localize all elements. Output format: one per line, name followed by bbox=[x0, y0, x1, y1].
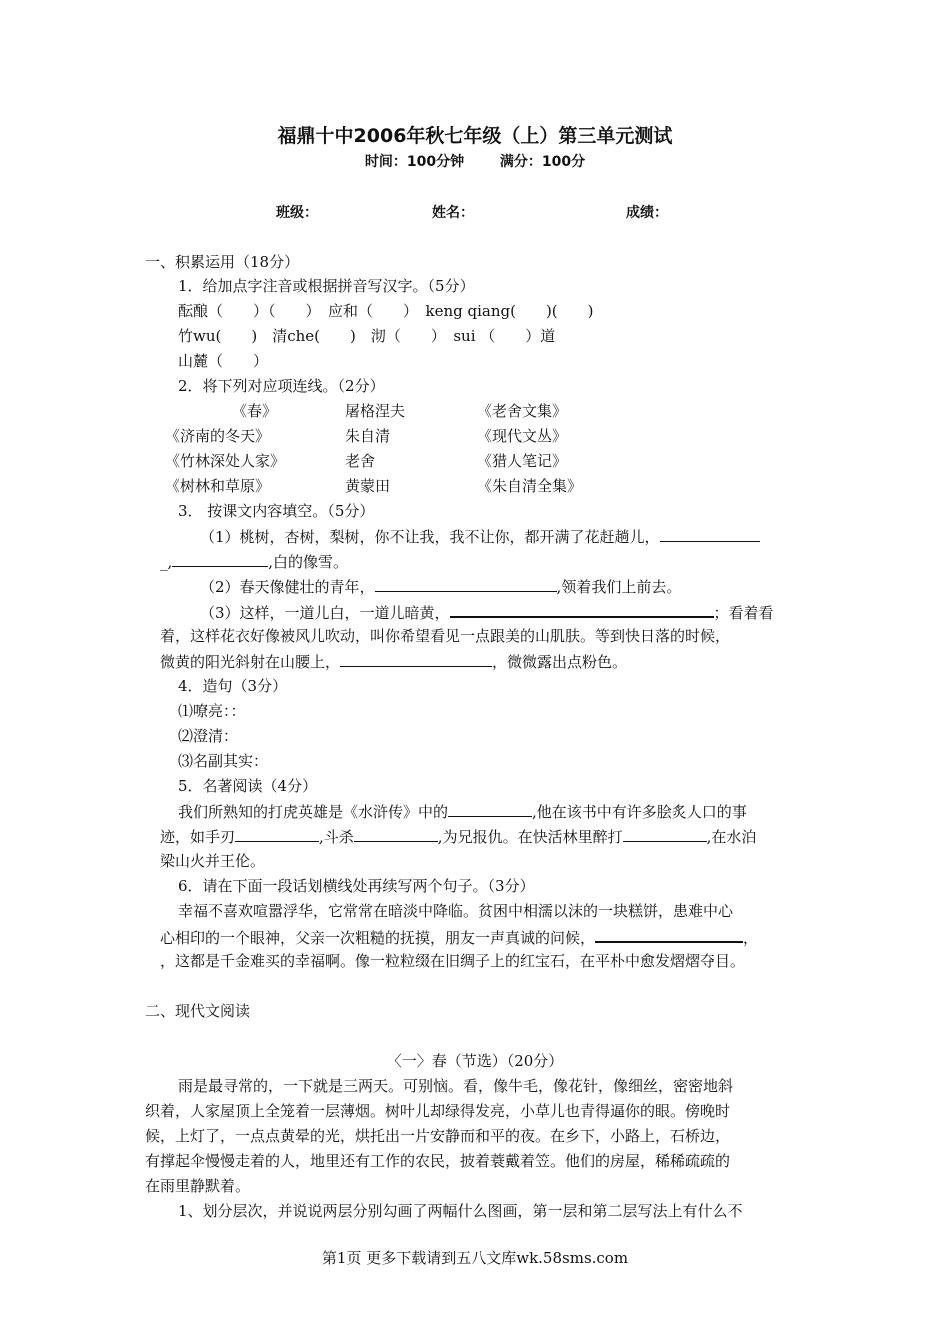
reading-paragraph-line: 有撑起伞慢慢走着的人，地里还有工作的农民，披着蓑戴着笠。他们的房屋，稀稀疏疏的 bbox=[145, 1152, 731, 1170]
answer-blank[interactable] bbox=[448, 801, 532, 817]
reading-paragraph-line: 候，上灯了，一点点黄晕的光，烘托出一片安静而和平的夜。在乡下，小路上，石桥边， bbox=[145, 1127, 731, 1145]
answer-blank[interactable] bbox=[623, 826, 707, 842]
q4-item: ⑶名副其实： bbox=[178, 752, 269, 770]
answer-blank[interactable] bbox=[172, 551, 268, 567]
q4-item: ⑴嘹亮：： bbox=[178, 702, 246, 720]
q1-line1: 酝酿（ ）（ ） 应和（ ） keng qiang( )( ) bbox=[178, 302, 594, 320]
q3-sentence3-end bbox=[160, 651, 627, 672]
q5-l2c-text: ,为兄报仇。在快活林里醉打 bbox=[437, 828, 623, 846]
q3-s1-end-text: ,白的像雪。 bbox=[268, 553, 349, 571]
class-label: 班级： bbox=[276, 205, 318, 221]
q2-col1-item: 《春》 bbox=[232, 402, 278, 420]
q5-prompt: 5．名著阅读（4分） bbox=[178, 777, 318, 795]
reading-subheading: 〈一〉春（节选）（20分） bbox=[386, 1052, 564, 1070]
q6-l2b-text: ， bbox=[743, 929, 759, 947]
q3-s2-text: （2）春天像健壮的青年， bbox=[200, 578, 375, 596]
page-footer: 第1页 更多下载请到五八文库wk.58sms.com bbox=[321, 1249, 629, 1267]
q3-s1-text: （1）桃树，杏树，梨树，你不让我，我不让你，都开满了花赶趟儿， bbox=[200, 528, 660, 546]
reading-paragraph-line: 织着，人家屋顶上全笼着一层薄烟。树叶儿却绿得发亮，小草儿也青得逼你的眼。傍晚时 bbox=[145, 1102, 731, 1120]
q1-line2: 竹wu( ) 清che( ) 沏（ ） sui （ ）道 bbox=[178, 327, 556, 345]
q2-col2-item: 黄蒙田 bbox=[345, 477, 391, 495]
q3-s2-end-text: ,领着我们上前去。 bbox=[556, 578, 682, 596]
q5-l1b-text: ,他在该书中有许多脍炙人口的事 bbox=[532, 803, 747, 821]
answer-blank[interactable] bbox=[375, 576, 557, 592]
q3-sentence1 bbox=[200, 526, 760, 547]
q3-s1-cont-text: _, bbox=[160, 553, 173, 571]
q5-l1a-text: 我们所熟知的打虎英雄是《水浒传》中的 bbox=[178, 803, 449, 821]
q5-l2d-text: ,在水泊 bbox=[706, 828, 757, 846]
q5-line1 bbox=[178, 801, 747, 822]
q5-line2 bbox=[160, 826, 756, 847]
q2-col1-item: 《树林和草原》 bbox=[165, 477, 271, 495]
answer-blank[interactable] bbox=[340, 651, 492, 667]
exam-time: 时间：100分钟 bbox=[364, 154, 465, 170]
q3-s3e-text: ，微微露出点粉色。 bbox=[492, 653, 628, 671]
exam-full-score: 满分：100分 bbox=[499, 154, 586, 170]
q3-s3-text: （3）这样，一道儿白，一道儿暗黄， bbox=[200, 604, 450, 622]
section1-heading: 一、积累运用（18分） bbox=[145, 253, 300, 271]
q1-line3: 山麓（ ） bbox=[178, 352, 269, 370]
q4-prompt: 4．造句（3分） bbox=[178, 677, 288, 695]
q3-prompt: 3． 按课文内容填空。（5分） bbox=[178, 502, 375, 520]
answer-blank[interactable] bbox=[354, 826, 438, 842]
grade-label: 成绩： bbox=[626, 205, 668, 221]
q6-line3: ，这都是千金难买的幸福啊。像一粒粒缀在旧绸子上的红宝石，在平朴中愈发熠熠夺目。 bbox=[160, 952, 746, 970]
q2-col2-item: 老舍 bbox=[345, 452, 376, 470]
q2-col1-item: 《竹林深处人家》 bbox=[165, 452, 286, 470]
q2-col3-item: 《猎人笔记》 bbox=[477, 452, 568, 470]
q1-prompt: 1．给加点字注音或根据拼音写汉字。（5分） bbox=[178, 277, 475, 295]
reading-paragraph-line: 雨是最寻常的，一下就是三两天。可别恼。看，像牛毛，像花针，像细丝，密密地斜 bbox=[178, 1077, 734, 1095]
q6-l2a-text: 心相印的一个眼神，父亲一次粗糙的抚摸，朋友一声真诚的问候， bbox=[160, 929, 596, 947]
q2-prompt: 2．将下列对应项连线。（2分） bbox=[178, 377, 385, 395]
q5-line3: 梁山火并王伦。 bbox=[160, 852, 266, 870]
q2-col2-item: 朱自清 bbox=[345, 427, 391, 445]
q3-sentence1-cont bbox=[160, 551, 348, 572]
q3-sentence3-cont: 着，这样花衣好像被风儿吹动，叫你希望看见一点跟美的山肌肤。等到快日落的时候， bbox=[160, 627, 731, 645]
q6-line2 bbox=[160, 926, 758, 948]
q3-s3d-text: 微黄的阳光斜射在山腰上， bbox=[160, 653, 341, 671]
name-label: 姓名： bbox=[432, 205, 474, 221]
q5-l2a-text: 迹，如手刃 bbox=[160, 828, 236, 846]
q2-col3-item: 《朱自清全集》 bbox=[477, 477, 583, 495]
page-title: 福鼎十中2006年秋七年级（上）第三单元测试 bbox=[277, 125, 673, 147]
q5-l2b-text: ,斗杀 bbox=[319, 828, 354, 846]
exam-info bbox=[0, 152, 950, 172]
q3-sentence3 bbox=[200, 601, 774, 623]
answer-blank[interactable] bbox=[450, 601, 714, 618]
q2-col2-item: 屠格涅夫 bbox=[345, 402, 406, 420]
reading-paragraph-line: 在雨里静默着。 bbox=[145, 1177, 251, 1195]
q6-prompt: 6．请在下面一段话划横线处再续写两个句子。（3分） bbox=[178, 877, 535, 895]
q3-sentence2 bbox=[200, 576, 681, 597]
q2-col3-item: 《现代文丛》 bbox=[477, 427, 568, 445]
answer-blank[interactable] bbox=[235, 826, 319, 842]
q6-line1: 幸福不喜欢喧嚣浮华，它常常在暗淡中降临。贫困中相濡以沫的一块糕饼，患难中心 bbox=[178, 902, 734, 920]
q3-s3-after-text: ；看着看 bbox=[713, 604, 774, 622]
q2-col3-item: 《老舍文集》 bbox=[477, 402, 568, 420]
q4-item: ⑵澄清： bbox=[178, 727, 239, 745]
answer-blank[interactable] bbox=[660, 526, 760, 542]
answer-blank[interactable] bbox=[595, 926, 743, 943]
q2-col1-item: 《济南的冬天》 bbox=[165, 427, 271, 445]
reading-question-1: 1、划分层次，并说说两层分别勾画了两幅什么图画，第一层和第二层写法上有什么不 bbox=[178, 1202, 743, 1220]
section2-heading: 二、现代文阅读 bbox=[145, 1002, 251, 1020]
